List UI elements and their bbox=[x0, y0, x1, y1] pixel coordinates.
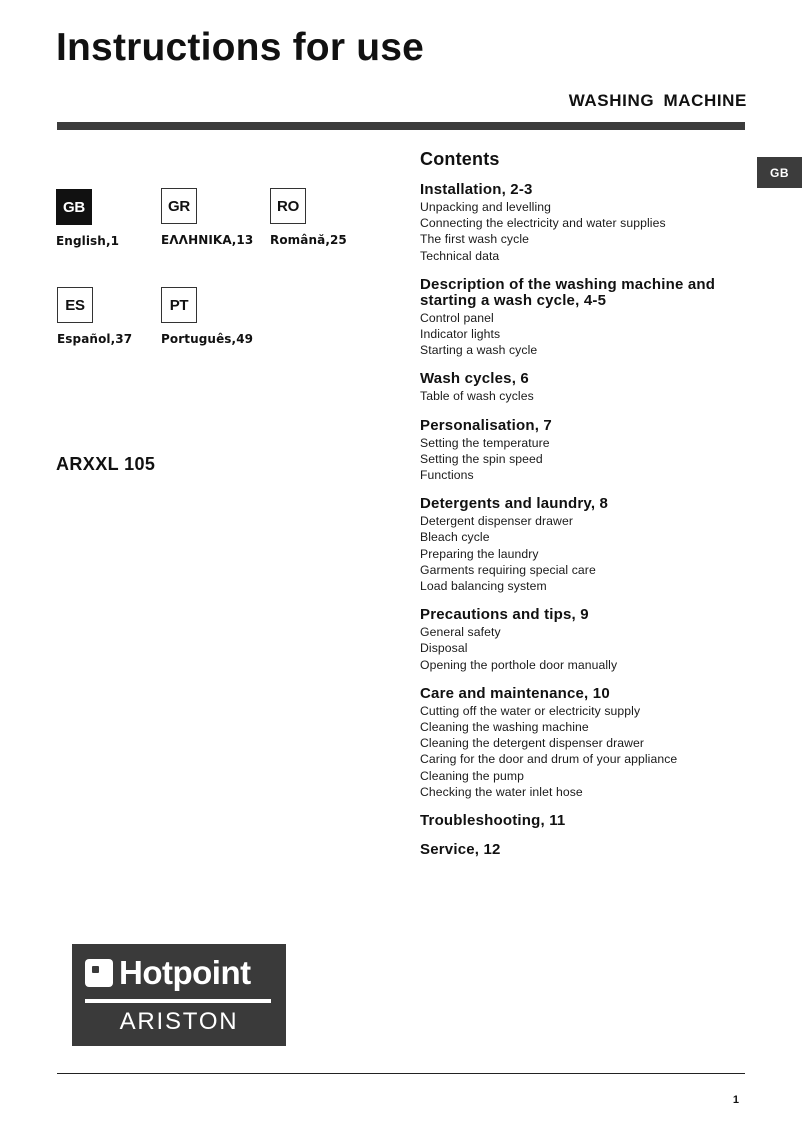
contents-section bbox=[420, 813, 750, 829]
contents-item[interactable]: Disposal bbox=[420, 641, 468, 656]
language-side-tab: GB bbox=[757, 157, 802, 188]
contents-item[interactable]: Preparing the laundry bbox=[420, 546, 539, 561]
logo-brand: Hotpoint bbox=[119, 954, 251, 991]
contents-item[interactable]: Cleaning the detergent dispenser drawer bbox=[420, 736, 645, 751]
header-divider bbox=[57, 122, 745, 130]
language-code-box: ES bbox=[57, 287, 93, 323]
contents-item[interactable]: Load balancing system bbox=[420, 579, 547, 594]
contents-section bbox=[420, 418, 750, 484]
language-label: English,1 bbox=[56, 234, 120, 248]
language-code-box: GR bbox=[161, 188, 197, 224]
contents-item[interactable]: Cleaning the washing machine bbox=[420, 720, 589, 735]
contents-section bbox=[420, 277, 750, 359]
contents-item[interactable]: Bleach cycle bbox=[420, 530, 490, 545]
contents-item[interactable]: Control panel bbox=[420, 310, 494, 325]
contents-item[interactable]: Setting the temperature bbox=[420, 435, 550, 450]
table-of-contents bbox=[420, 149, 750, 871]
language-label: Português,49 bbox=[161, 332, 254, 346]
contents-item[interactable]: Starting a wash cycle bbox=[420, 343, 538, 358]
contents-item[interactable]: Checking the water inlet hose bbox=[420, 784, 583, 799]
contents-section-title[interactable]: Precautions and tips, 9 bbox=[420, 606, 589, 624]
document-subtitle: WASHING MACHINE bbox=[568, 91, 747, 110]
logo-divider bbox=[85, 999, 271, 1003]
language-item-ro[interactable] bbox=[270, 188, 400, 247]
contents-item[interactable]: Opening the porthole door manually bbox=[420, 657, 618, 672]
contents-section-title[interactable]: Service, 12 bbox=[420, 841, 501, 859]
logo-subbrand: ARISTON bbox=[119, 1008, 239, 1035]
contents-sections bbox=[420, 182, 750, 858]
contents-section bbox=[420, 182, 750, 264]
language-code-box: RO bbox=[270, 188, 306, 224]
contents-section bbox=[420, 842, 750, 858]
language-item-pt[interactable] bbox=[161, 287, 291, 346]
contents-item[interactable]: The first wash cycle bbox=[420, 232, 530, 247]
contents-heading: Contents bbox=[420, 149, 500, 169]
contents-item[interactable]: General safety bbox=[420, 625, 501, 640]
language-label: ΕΛΛΗΝΙΚΑ,13 bbox=[161, 233, 254, 247]
language-label: Română,25 bbox=[270, 233, 347, 247]
contents-item[interactable]: Caring for the door and drum of your appliance bbox=[420, 752, 678, 767]
contents-item[interactable]: Indicator lights bbox=[420, 327, 501, 342]
contents-item[interactable]: Table of wash cycles bbox=[420, 389, 534, 404]
contents-section-title[interactable]: Installation, 2-3 bbox=[420, 181, 533, 198]
contents-item[interactable]: Unpacking and levelling bbox=[420, 200, 552, 214]
contents-item[interactable]: Setting the spin speed bbox=[420, 451, 543, 466]
footer-divider bbox=[57, 1073, 745, 1074]
contents-item[interactable]: Functions bbox=[420, 468, 474, 483]
contents-item[interactable]: Garments requiring special care bbox=[420, 562, 596, 577]
language-label: Español,37 bbox=[57, 332, 133, 346]
language-code-box: GB bbox=[56, 189, 92, 225]
page-title: Instructions for use bbox=[56, 26, 425, 69]
contents-section-title[interactable]: Detergents and laundry, 8 bbox=[420, 495, 609, 513]
contents-section bbox=[420, 371, 750, 404]
contents-section-title[interactable]: Care and maintenance, 10 bbox=[420, 684, 610, 702]
contents-item[interactable]: Technical data bbox=[420, 248, 500, 263]
contents-item[interactable]: Detergent dispenser drawer bbox=[420, 514, 573, 529]
contents-section bbox=[420, 496, 750, 594]
model-number: ARXXL 105 bbox=[56, 454, 156, 474]
contents-item[interactable]: Connecting the electricity and water supplies bbox=[420, 216, 666, 231]
contents-item[interactable]: Cutting off the water or electricity supply bbox=[420, 703, 641, 718]
contents-item[interactable]: Cleaning the pump bbox=[420, 768, 525, 783]
page-number: 1 bbox=[732, 1094, 739, 1106]
contents-section-title[interactable]: Troubleshooting, 11 bbox=[420, 812, 566, 830]
contents-section-title[interactable]: Wash cycles, 6 bbox=[420, 370, 529, 388]
contents-section-title[interactable]: Personalisation, 7 bbox=[420, 416, 552, 434]
language-code-box: PT bbox=[161, 287, 197, 323]
hotpoint-ariston-logo bbox=[72, 944, 286, 1046]
contents-section-title[interactable]: Description of the washing machine and starting a wash cycle, 4-5 bbox=[420, 275, 716, 309]
contents-section bbox=[420, 686, 750, 800]
logo-mark-icon bbox=[85, 959, 113, 987]
contents-section bbox=[420, 607, 750, 673]
